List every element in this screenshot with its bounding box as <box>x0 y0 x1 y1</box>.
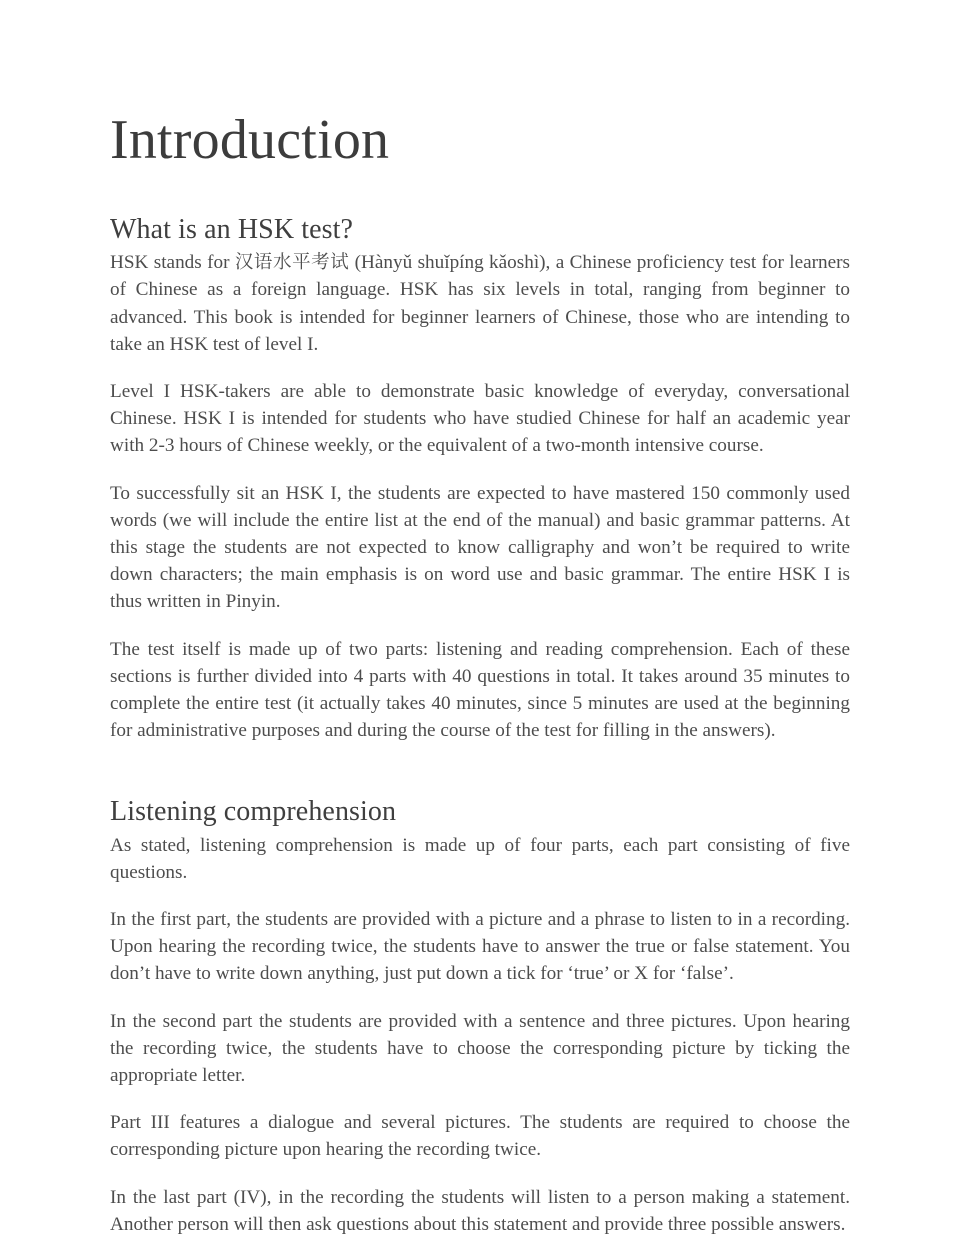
chinese-characters-hanyu-shuiping-kaoshi: 汉语水平考试 <box>234 252 350 274</box>
paragraph-level-one-description: Level I HSK-takers are able to demonstrate basic knowledge of everyday, conversational Chinese. HSK I is intended for students who have studied Chinese for half an academic year with 2-3 hours of Chinese weekly, or the equivalent of a two-month intensive course. <box>110 381 850 457</box>
paragraph-hsk-definition <box>110 249 850 358</box>
paragraph-vocabulary-requirements: To successfully sit an HSK I, the students are expected to have mastered 150 commonly used words (we will include the entire list at the end of the manual) and basic grammar patterns. At this stage the students are not expected to know calligraphy and won’t be required to write down characters; the main emphasis is on word use and basic grammar. The entire HSK I is thus written in Pinyin. <box>110 482 850 613</box>
paragraph-listening-part-four: In the last part (IV), in the recording the students will listen to a person making a statement. Another person will then ask questions about this statement and provide three possible answers. <box>110 1186 850 1235</box>
paragraph-test-structure: The test itself is made up of two parts: listening and reading comprehension. Each of these sections is further divided into 4 parts with 40 questions in total. It takes around 35 minutes to complete the entire test (it actually takes 40 minutes, since 5 minutes are used at the beginning for administrative purposes and during the course of the test for filling in the answers). <box>110 638 850 742</box>
paragraph-listening-part-two: In the second part the students are provided with a sentence and three pictures. Upon hearing the recording twice, the students have to choose the corresponding picture by ticking the appropriate letter. <box>110 1010 850 1087</box>
paragraph-listening-overview: As stated, listening comprehension is made up of four parts, each part consisting of five questions. <box>110 834 850 883</box>
paragraph-listening-part-one: In the first part, the students are provided with a picture and a phrase to listen to in a recording. Upon hearing the recording twice, the students have to answer the true or false statement. You don’t have to write down anything, just put down a tick for ‘true’ or X for ‘false’. <box>110 909 850 985</box>
section-heading-listening-comprehension: Listening comprehension <box>110 796 397 828</box>
paragraph-listening-part-three: Part III features a dialogue and several pictures. The students are required to choose the corresponding picture upon hearing the recording twice. <box>110 1112 850 1161</box>
page-title: Introduction <box>110 109 390 171</box>
document-content <box>110 0 850 1238</box>
paragraph-text-prefix: HSK stands for <box>110 252 235 274</box>
section-heading-what-is-an-hsk-test: What is an HSK test? <box>110 214 354 245</box>
paragraph-text-suffix: (Hànyǔ shuǐpíng kǎoshì), a Chinese proficiency test for learners of Chinese as a foreign language. HSK has six levels in total, ranging from beginner to advanced. This book is intended for beginner learners of Chinese, those who are intending to take an HSK test of level I. <box>110 252 850 355</box>
